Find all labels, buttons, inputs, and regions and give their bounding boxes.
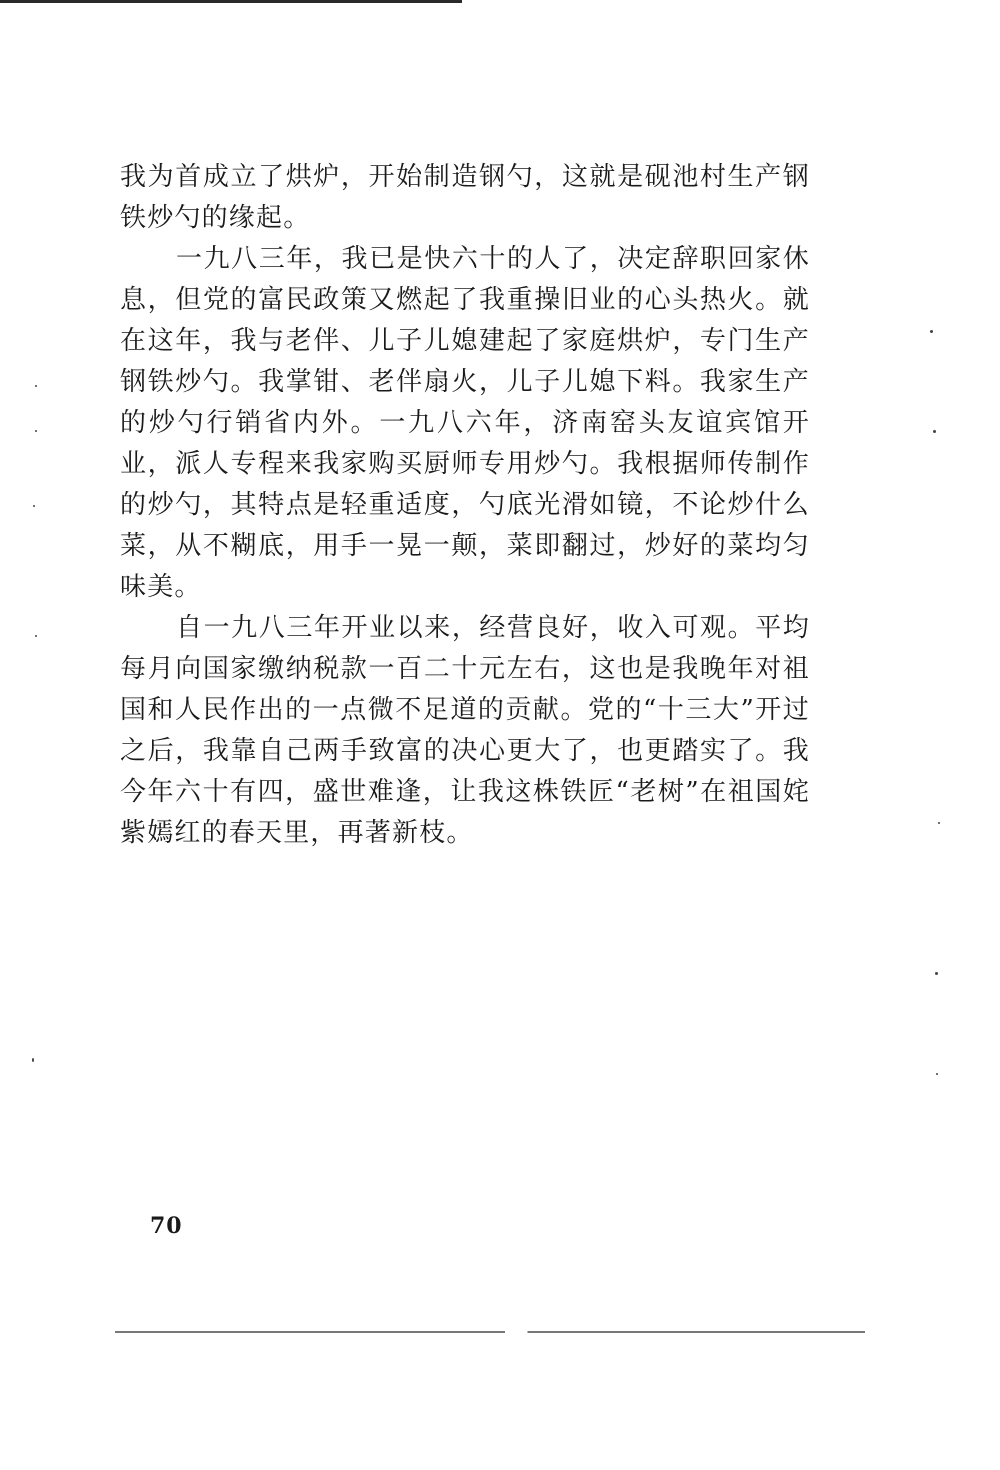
top-rule bbox=[0, 0, 462, 3]
scan-speck bbox=[35, 385, 37, 387]
scan-speck bbox=[35, 430, 37, 432]
bottom-rule bbox=[115, 1331, 865, 1333]
scan-speck bbox=[32, 1058, 34, 1062]
scan-speck bbox=[933, 430, 936, 433]
paragraph-since-1983: 自一九八三年开业以来，经营良好，收入可观。平均每月向国家缴纳税款一百二十元左右，这也是我晚年对祖国和人民作出的一点微不足道的贡献。党的“十三大”开过之后，我靠自己两手致富的决心更大了，也更踏实了。我今年六十有四，盛世难逢，让我这株铁匠“老树”在祖国姹紫嫣红的春天里，再著新枝。 bbox=[120, 613, 810, 848]
page-body bbox=[120, 157, 810, 854]
page-number: 70 bbox=[150, 1213, 183, 1239]
paragraph-1983: 一九八三年，我已是快六十的人了，决定辞职回家休息，但党的富民政策又燃起了我重操旧业的心头热火。就在这年，我与老伴、儿子儿媳建起了家庭烘炉，专门生产钢铁炒勺。我掌钳、老伴扇火，儿子儿媳下料。我家生产的炒勺行销省内外。一九八六年，济南窑头友谊宾馆开业，派人专程来我家购买厨师专用炒勺。我根据师传制作的炒勺，其特点是轻重适度，勺底光滑如镜，不论炒什么菜，从不糊底，用手一晃一颠，菜即翻过，炒好的菜均匀味美。 bbox=[120, 244, 810, 602]
scan-speck bbox=[35, 635, 37, 637]
scan-speck bbox=[930, 330, 933, 333]
scan-speck bbox=[936, 1073, 938, 1075]
scan-speck bbox=[938, 822, 940, 824]
paragraph-continuation: 我为首成立了烘炉，开始制造钢勺，这就是砚池村生产钢铁炒勺的缘起。 bbox=[120, 162, 810, 233]
scan-speck bbox=[33, 505, 35, 507]
scan-speck bbox=[935, 972, 938, 975]
